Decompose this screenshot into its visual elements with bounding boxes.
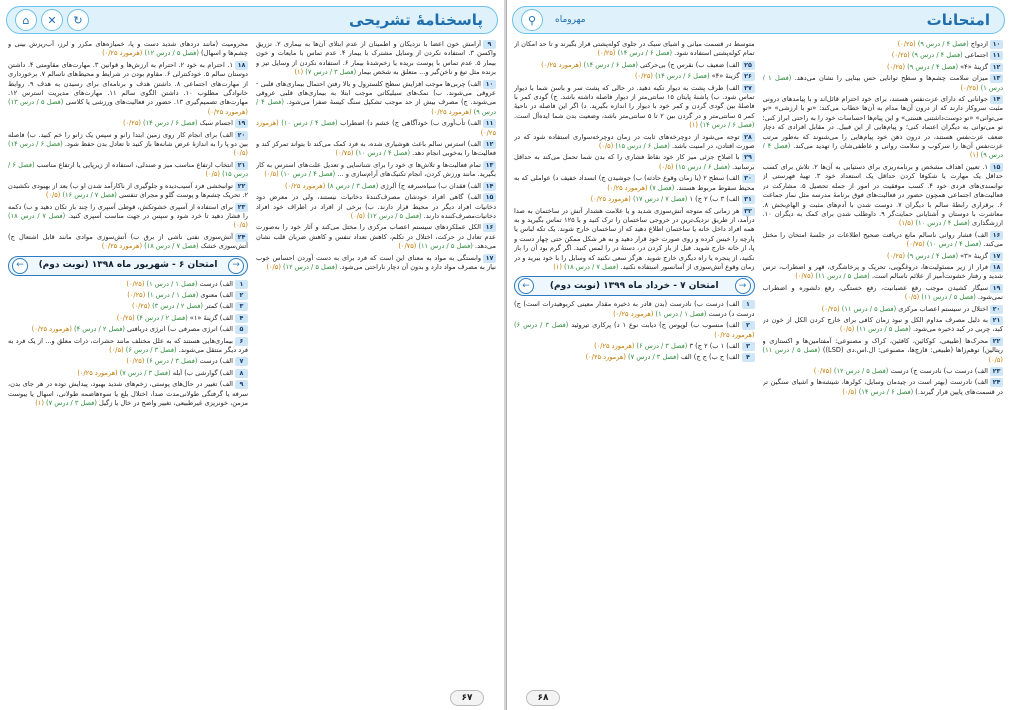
chapter-reference: (فصل ۳ / درس ۷) — [43, 399, 97, 407]
chapter-reference: (فصل ۶ / درس ۱۴) — [652, 72, 710, 81]
answer-text: وابستگی به مواد به معنای این است که فرد برای به دست آوردن احساس خوب نیاز به مصرف مواد دارد و بدون آن دچار ناراحتی می‌شود. — [256, 253, 496, 271]
answer-text: الف) چربی‌ها موجب افزایش سطح کلسترول و بالا رفتن احتمال بیماری‌های قلبی - عروقی می‌شوند. ب) نمک‌های سیلیکاتی موجب ابتلا به بیماری‌های قلبی عروقی می‌شوند. ج) مصرف بیش از حد موجب تشکیل سنگ کیسهٔ صفرا می‌شود. — [256, 79, 496, 107]
question-number: ۴ — [235, 314, 248, 323]
answer-text: الف) گوارشی ب) آبله — [170, 368, 233, 377]
answer-item — [763, 305, 1004, 314]
left-page-columns — [8, 40, 496, 686]
answer-item — [8, 233, 248, 252]
score-value: (۰/۲۵) — [891, 51, 910, 60]
answer-text: الف) درست — [197, 357, 233, 366]
question-number: ۱۹ — [235, 119, 248, 128]
question-number: ۱۶ — [483, 223, 496, 232]
chapter-reference: (فصل ۴ / درس ۹) — [762, 142, 1003, 160]
question-number: ۲۳ — [235, 203, 248, 212]
answer-item — [8, 161, 248, 180]
answer-text: الف) ۳ ب) ۲ ج) ۱ — [687, 195, 740, 204]
chapter-reference: (فصل ۳ / درس ۶) — [123, 345, 177, 354]
score-value: (۰/۷۵) — [795, 272, 814, 281]
score-value: (۰/۲۵) — [887, 251, 906, 260]
score-value: (۰/۵) — [233, 221, 248, 230]
answer-item — [514, 61, 755, 70]
score-value: (هرمورد ۰/۲۵) — [102, 49, 143, 58]
answer-text: بیماری‌هایی هستند که به علل مختلف مانند حشرات، ذرات معلق و... از یک فرد به فرد دیگر منتقل می‌شوند. — [8, 336, 248, 354]
answer-item — [8, 291, 248, 300]
answer-text: الف) ح ب) ج ج) الف — [678, 353, 740, 362]
left-page-title: پاسخنامهٔ تشریحی — [348, 11, 483, 29]
chapter-reference: (فصل ۴ / درس ۹) — [905, 62, 959, 71]
chapter-reference: (فصل ۱ / درس ۱) — [144, 279, 198, 288]
question-number: ۹ — [483, 40, 496, 49]
chapter-reference: (فصل ۴ / درس ۹) — [905, 251, 959, 260]
question-number: ۱۵ — [990, 163, 1003, 172]
arrow-right-icon: → — [735, 278, 751, 294]
chapter-reference: (فصل ۷ / درس ۱۸) — [561, 262, 619, 271]
answer-text: الف) ۱ ب) ۲ ج) ۳ — [687, 341, 740, 350]
answer-item — [763, 284, 1004, 303]
answer-item — [763, 337, 1004, 365]
answer-item — [8, 302, 248, 311]
answer-item — [8, 314, 248, 323]
score-value: (۰/۲۵) — [126, 357, 145, 366]
score-value: (۰/۲۵) — [897, 40, 916, 48]
answer-item — [514, 321, 755, 340]
chapter-reference: (فصل ۵ / درس ۱۱) — [416, 242, 473, 251]
chapter-reference: (فصل ۵ / درس ۱۲) — [280, 262, 338, 271]
answer-text: متوسط در قسمت میانی و اشیای سبک در جلوی کوله‌پشتی قرار بگیرند و تا حد امکان از تمام کوله‌پشتی استفاده شود. — [514, 40, 755, 58]
score-value: (۱) — [969, 151, 979, 160]
chapter-reference: (فصل ۶ / درس ۱۵) — [613, 142, 670, 151]
question-number: ۱۳ — [990, 74, 1003, 83]
answer-item — [256, 119, 496, 138]
answer-item — [763, 316, 1004, 335]
chapter-reference: (فصل ۶ / درس ۱۵) — [673, 162, 730, 171]
score-value: (هرمورد ۰/۲۵) — [77, 368, 118, 377]
question-number: ۱ — [742, 300, 755, 309]
answer-item — [763, 252, 1004, 261]
left-page-header — [6, 6, 498, 34]
answer-text: الف) درست ب) نادرست (بدن قادر به ذخیره مقدار معینی کربوهیدرات است) ج) درست د) درست — [514, 300, 755, 318]
score-value: (هرمورد ۰/۲۵) — [594, 341, 635, 350]
question-number: ۲۷ — [742, 84, 755, 93]
chapter-reference: (فصل ۶ / درس ۱۴) — [615, 49, 673, 58]
score-value: (۰/۵) — [658, 162, 674, 171]
left-page-number: ۶۷ — [450, 690, 484, 706]
score-value: (هرمورد ۰/۲۵) — [585, 353, 626, 362]
answer-text: ۱. تعیین اهداف مشخص و برنامه‌ریزی برای دستیابی به آن‌ها ۲. تلاش برای کسب حداقل یک مهارت یا شکوفا کردن حداقل یک استعداد خود ۳. تهیهٔ فهرستی از توانمندی‌های فردی خود ۴. کسب موفقیت در امور از جمله تحصیل ۵. مشارکت در فعالیت‌های اجتماعی همچون حضور در فعالیت‌های فوق برنامهٔ مدرسه مثل نماز جماعت ۶. برقراری رابطهٔ سالم با دیگران ۷. دوست شدن با آدم‌های مثبت و الهام‌بخش ۸. معاشرت با دوستان و آشنایانی حمایت‌گر ۹. داوطلب شدن برای کمک به دیگران ۱۰. ارزشگذاری — [762, 162, 1003, 228]
score-value: (۰/۵) — [839, 325, 855, 334]
score-value: (۰/۵) — [205, 170, 220, 179]
right-page-column-right — [763, 40, 1004, 686]
question-number: ۳ — [742, 342, 755, 351]
question-number: ۱ — [235, 280, 248, 289]
arrow-left-icon: ← — [518, 278, 534, 294]
question-number: ۱۸ — [235, 61, 248, 70]
score-value: (هرمورد ۰/۲۵) — [431, 107, 472, 116]
answer-item — [256, 40, 496, 78]
chapter-reference: (فصل ۳ / درس ۸) — [325, 181, 379, 190]
score-value: (هرمورد ۰/۲۵) — [285, 181, 326, 190]
chapter-reference: (فصل ۵ / درس ۱۱) — [854, 325, 911, 334]
score-value: (۰/۲۵) — [821, 304, 840, 313]
answer-text: الف) سطح ۲ (یا زمان وقوع حادثه) ب) جوشیدن ج) انسداد خفیف د) عواملی که به محیط سقوط مربوط هستند. — [514, 174, 755, 192]
chapter-reference: (فصل ۲ / درس ۳) — [149, 302, 203, 311]
question-number: ۱۷ — [990, 252, 1003, 261]
question-number: ۱۴ — [483, 182, 496, 191]
score-value: (۰/۲۵) — [634, 72, 653, 81]
score-value: (هرمورد ۰/۲۵) — [541, 60, 582, 69]
left-page — [0, 0, 504, 710]
answer-text: گزینهٔ «۳» — [958, 251, 988, 260]
answer-text: اجسام سبک — [197, 119, 233, 128]
answer-item — [8, 369, 248, 378]
chapter-reference: (فصل ۷ / درس ۱۸) — [142, 242, 199, 251]
score-value: (۰/۵) — [45, 191, 61, 200]
question-number: ۴ — [742, 353, 755, 362]
answer-item — [763, 367, 1004, 376]
exam-6-title: امتحان ۶ - شهریور ماه ۱۳۹۸ (نوبت دوم) — [38, 259, 218, 270]
score-value: (۰/۷۵) — [398, 242, 417, 251]
answer-item — [256, 193, 496, 221]
right-page-title: امتحانات — [926, 11, 990, 29]
search-icon[interactable]: ⚲ — [521, 9, 543, 31]
question-number: ۳۲ — [742, 207, 755, 216]
chapter-reference: (فصل ۵ / درس ۱۲) — [831, 367, 889, 375]
answer-text: محرومیت (مانند دردهای شدید دست و پا، خمیازه‌های مکرر و لرز، آب‌ریزش بینی و چشم‌ها و اسهال) — [8, 40, 248, 58]
chapter-reference: (فصل ۳ / درس ۶) — [144, 357, 198, 366]
question-number: ۱۲ — [483, 140, 496, 149]
question-number: ۳ — [235, 302, 248, 311]
question-number: ۲۴ — [235, 233, 248, 242]
score-value: (۰/۷۵) — [813, 367, 832, 375]
refresh-icon[interactable]: ↻ — [67, 9, 89, 31]
question-number: ۱۵ — [483, 193, 496, 202]
answer-item — [8, 61, 248, 117]
score-value: (۰/۵) — [266, 262, 281, 271]
answer-item — [514, 40, 755, 59]
answer-text: میزان سلامت چشم‌ها و سطح توانایی حس بینایی را نشان می‌دهد. — [791, 74, 988, 83]
question-number: ۱۶ — [990, 231, 1003, 240]
answer-item — [8, 182, 248, 201]
question-number: ۲۰ — [235, 131, 248, 140]
score-value: (۰/۵) — [904, 293, 920, 302]
score-value: (۱/۵) — [898, 219, 914, 228]
answer-text: الکل عملکردهای سیستم اعصاب مرکزی را مختل می‌کند و آثار خود را به‌صورت عدم تعادل در حرکت، اختلال در تکلم، کاهش تعداد تنفس و کاهش ضربان قلب نشان می‌دهد. — [256, 223, 496, 251]
answer-text: الف) کمتر — [202, 302, 233, 311]
question-number: ۲ — [742, 321, 755, 330]
answer-text: الف) تأب‌آوری ب) خودآگاهی ج) خشم د) اضطراب — [337, 119, 481, 128]
answer-item — [8, 203, 248, 231]
answer-text: توجه می‌شود از دوچرخه‌های ثابت در زمان دوچرخه‌سواری استفاده شود که در صورت افتادن، در امنیت باشد. — [514, 132, 755, 151]
answer-text: فرار از زیر مسئولیت‌ها، دروغگویی، تحریک و پرخاشگری، قهر و اضطراب، ترس شدید و رفتار خشونت‌آمیز از علائم ناسالم است. — [762, 262, 1003, 281]
question-number: ۹ — [235, 380, 248, 389]
answer-text: برای استفاده از آسپری خشوتکش، قوطی آسپری را چند بار تکان دهید و ب) دکمه را فشار دهید تا خرد شود و سپس در جهت مناسب آسپری کنید. — [8, 202, 248, 220]
header-buttons — [7, 9, 91, 31]
answer-item — [256, 182, 496, 191]
score-value: (هرمورد ۰/۲۵) — [714, 330, 755, 339]
chapter-reference: (فصل ۴ / درس ۱۰) — [353, 149, 411, 158]
score-value: (۱) — [35, 399, 44, 407]
score-value: (۰/۲۵) — [597, 49, 616, 58]
score-value: (۱) — [689, 121, 698, 130]
answer-text: سیگار کشیدن موجب رفع عصبانیت، رفع خستگی، رفع دلشوره و اضطراب نمی‌شود. — [762, 283, 1003, 302]
answer-item — [256, 223, 496, 251]
answer-item — [763, 263, 1004, 282]
answer-text: ازدواج — [968, 40, 988, 48]
score-value: (هرمورد ۰/۲۵) — [101, 242, 143, 251]
answer-item — [8, 280, 248, 289]
score-value: (۰/۲۵) — [116, 313, 135, 322]
answer-text: الف) استرس سالم باعث هوشیاری شده، به فرد کمک می‌کند تا بتواند تمرکز کند و فعالیت‌ها را به‌خوبی انجام دهد. — [256, 140, 496, 158]
score-value: (۰/۵) — [233, 149, 248, 158]
chapter-reference: (فصل ۳ / درس ۷) — [303, 68, 357, 77]
question-number: ۱۱ — [990, 51, 1003, 60]
answer-item — [8, 119, 248, 128]
question-number: ۲۳ — [990, 367, 1003, 376]
answer-item — [8, 337, 248, 356]
question-number: ۱۲ — [990, 63, 1003, 72]
answer-item — [514, 72, 755, 81]
question-number: ۲ — [235, 291, 248, 300]
answer-text: انتخاب ارتفاع مناسب میز و صندلی، استفاده از زیرپایی یا ارتفاع مناسب — [34, 160, 233, 169]
right-page-number: ۶۸ — [526, 690, 560, 706]
chapter-reference: (فصل ۴ / درس ۱۰) — [278, 170, 336, 179]
chapter-reference: (فصل ۶ / درس ۱۴) — [856, 387, 914, 396]
chapter-reference: (فصل ۵ / درس ۱۱) — [813, 272, 870, 281]
answer-item — [514, 153, 755, 172]
score-value: (هرمورد ۰/۲۵) — [590, 195, 631, 204]
score-value: (هرمورد ۰/۲۵) — [207, 107, 248, 116]
answer-text: الف) نادرست (بهتر است در چیدمان وسایل، کولرها، شیشه‌ها و اشیای سنگین تر در قسمت‌های پایین قرار گیرند.) — [762, 378, 1003, 396]
chapter-reference: (فصل ۴ / درس ۱۰) — [913, 219, 970, 228]
answer-text: با اصلاح جزئی میز کار خود نقاط فشاری را که بدن شما تحمل می‌کند به حداقل برسانید. — [514, 153, 755, 171]
answer-item — [256, 254, 496, 273]
answer-text: الف) گاهی افراد خودشان مصرف‌کنندهٔ دخانیات نیستند، ولی در معرض دود دخانیات افراد دیگر در محیط قرار دارند. ب) برخی از افراد در اطراف خود افراد دخانیات‌مصرف‌کننده دارند. — [256, 193, 496, 220]
answer-item — [8, 380, 248, 408]
score-value: (۰/۲۵) — [960, 83, 979, 92]
chapter-reference: (فصل ۶ / درس ۱۴) — [581, 60, 638, 69]
brand-label: مهروماه — [555, 15, 586, 25]
answer-item — [514, 207, 755, 273]
question-number: ۱۳ — [483, 161, 496, 170]
question-number: ۱۰ — [483, 80, 496, 89]
answer-text: جوانانی که دارای عزت‌نفس هستند، برای خود احترام قائل‌اند و با پیامدهای درونی مثبت سروکار دارند که از درون آن‌ها مدام به آن‌ها خطاب می‌کند: «تو با ارزشی» «تو می‌توانی» «تو دوست‌داشتنی هستی» و این پیام‌ها احساسات خود را به راحتی ابراز کنی؛ تو می‌توانی به دیگران اعتماد کنی؛ و پیام‌هایی از این قبیل. در مقابل افرادی که دچار ضعف عزت‌نفس هستند، در درون ذهن خود پیام‌هایی را می‌شنوند که به‌طور مرتب عزت‌نفس آن‌ها را سرکوب و سلامت روانی و عاطفی‌شان را تهدید می‌کند. — [762, 95, 1003, 151]
chapter-reference: (فصل ۱ / درس ۱) — [653, 309, 707, 318]
answer-text: به دلیل مصرف مداوم الکل و نبود زمان کافی برای خارج کردن الکل از خون در کبد، چربی در کبد ذخیره می‌شود. — [762, 315, 1003, 334]
chapter-reference: (فصل ۲ / درس ۴) — [71, 325, 125, 334]
score-value: (۰/۲۵) — [122, 119, 141, 128]
left-page-column-right — [256, 40, 496, 686]
chapter-reference: (فصل ۷ / درس ۱۶) — [60, 191, 117, 200]
chapter-reference: (فصل ۱ / درس ۱) — [145, 290, 199, 299]
score-value: (۰/۲۵) — [126, 279, 145, 288]
chapter-reference: (فصل ۵ / درس ۱۱) — [919, 293, 976, 302]
chapter-reference: (فصل ۴ / درس ۹) — [915, 40, 969, 48]
chapter-reference: (فصل ۳ / درس ۶) — [514, 321, 569, 330]
chapter-reference: (فصل ۴ / درس ۹) — [909, 51, 963, 60]
answer-text: الف) ضعیف ب) نقرس ج) بی‌حرکتی — [637, 60, 740, 69]
question-number: ۱۸ — [990, 263, 1003, 272]
answer-item — [8, 325, 248, 334]
question-number: ۲۴ — [990, 378, 1003, 387]
question-number: ۱۹ — [990, 284, 1003, 293]
question-number: ۲۹ — [742, 153, 755, 162]
score-value: (هرمورد ۰/۲۵) — [256, 119, 496, 137]
question-number: ۳۰ — [742, 174, 755, 183]
question-number: ۲۲ — [990, 337, 1003, 346]
answer-text: اختلال در سیستم اعصاب مرکزی — [896, 304, 988, 313]
answer-text: ۱. احترام به خود ۲. احترام به ارزش‌ها و قوانین ۳. مهارت‌های مقاومتی ۴. داشتن دوستان سالم ۵. خودکنترلی ۶. مقاوم بودن در شرایط و محیط‌های ناسالم ۷. برخورداری از مهارت‌های اجتماعی ۸. داشتن هدف و برنامه‌ای برای رسیدن به هدف ۹. روابط خانوادگی مطلوب ۱۰. داشتن الگوی سالم ۱۱. مهارت‌های مدیریت استرس ۱۲. مهارت‌های تصمیم‌گیری ۱۳. حضور در فعالیت‌های ورزشی یا کلاسی — [8, 60, 248, 107]
answer-text: الف) معنوی — [198, 290, 233, 299]
chapter-reference: (فصل ۱ / درس ۱) — [762, 74, 1003, 92]
chapter-reference: (فصل ۶ / درس ۱۵) — [8, 160, 248, 179]
answer-text: گزینهٔ «۴» — [709, 72, 740, 81]
score-value: (۰/۷۵) — [906, 240, 925, 249]
question-number: ۲۶ — [742, 72, 755, 81]
question-number: ۱۴ — [990, 95, 1003, 104]
close-icon[interactable]: ✕ — [41, 9, 63, 31]
header-search-group — [513, 9, 545, 31]
answer-text: گزینهٔ «۴» — [958, 62, 988, 71]
answer-item — [763, 40, 1004, 49]
right-page-columns — [514, 40, 1003, 686]
score-value: (۰/۵) — [842, 387, 857, 396]
question-number: ۲۰ — [990, 305, 1003, 314]
question-number: ۵ — [235, 325, 248, 334]
answer-text: الف) درست ب) نادرست ج) درست — [888, 367, 988, 375]
answer-item — [514, 133, 755, 152]
answer-text: هر زمانی که متوجه آتش‌سوزی شدید و یا علامت هشدار آتش در ساختمان به صدا درآمد، از طریق نزدیک‌ترین در خروجی ساختمان را ترک کنید و با ۱۲۵ تماس بگیرید و به همه افراد داخل خانه یا ساختمان اطلاع دهید که از ساختمان خارج شوند. یک تکه لباس یا پارچه را خیس کرده و روی صورت خود قرار دهید و به هر شکل ممکن حتی چهار دست و پا، از خانه خارج شوید. قبل از باز کردن در، دستهٔ در را لمس کنید. اگر گرم بود آن را باز نکنید، از پنجره یا راه دیگری خارج شوید. هرگز سعی نکنید که وسایل را با خود ببرید و در زمان وقوع آتش‌سوزی از آسانسور استفاده نکنید. — [514, 206, 755, 271]
answer-item — [763, 74, 1004, 93]
chapter-reference: (فصل ۷) — [647, 183, 675, 192]
answer-text: آرامش خون اعضا با نزدیکان و اطمینان از عدم ابتلای آن‌ها به بیماری ۲. تزریق واکسن ۳. استفاده نکردن از وسایل مشترک با بیمار ۴. عدم تماس با مایعات و خون بیمار ۵. عدم تماس با پوست بریده یا زخم‌شدهٔ بیمار ۶. استفاده نکردن از وسایل تیز و برنده مثل تیغ و ناخن‌گیر و... متعلق به شخص بیمار — [256, 40, 496, 77]
answer-text: الف) طرف پشت به دیوار تکیه دهید. در حالی که پشت سر و باسن شما با دیوار تماس شود. ب) پاشنهٔ پایتان ۱۵ سانتی‌متر از دیوار فاصله داشته باشد. ج) گودی کمر با فاصلهٔ بین گودی گردن و کمر خود با دیوار را اندازه بگیرید. د) اگر این فاصله در ناحیهٔ کمر ۵ سانتی‌متر و در گردن بین ۲ تا ۵ سانتی‌متر باشد، وضعیت بدن شما ایده‌آل است. — [514, 83, 755, 120]
chapter-reference: (فصل ۴ / درس ۱۰) — [278, 119, 338, 128]
answer-text: الف) فشار روانی ناسالم مانع دریافت صحیح اطلاعات در جلسهٔ امتحان را مختل می‌کند. — [762, 230, 1003, 249]
answer-item — [763, 95, 1004, 161]
arrow-right-icon: → — [228, 258, 244, 274]
chapter-reference: (فصل ۵ / درس ۱۱) — [839, 304, 897, 313]
right-page — [506, 0, 1011, 710]
answer-item — [763, 231, 1004, 250]
score-value: (۰/۵) — [264, 170, 279, 179]
answer-item — [514, 353, 755, 362]
answer-text: الف) گزینهٔ «۱» — [187, 313, 233, 322]
score-value: (هرمورد ۰/۲۵) — [607, 183, 648, 192]
answer-item — [514, 195, 755, 204]
answer-text: اجتماعی — [962, 51, 988, 60]
question-number: ۳۱ — [742, 195, 755, 204]
question-number: ۲۸ — [742, 133, 755, 142]
answer-text: الف) تغییر در حال‌های پوستی، زخم‌های شدید بهبود، پیدایش توده در هر جای بدن، سرفه یا گرفتگی طولانی‌مدت صدا، اختلال بلع یا سوءهاضمه طولانی، اسهال یا یبوست مزمن، خونریزی غیرطبیعی، تغییر واضح در خال یا زگیل — [8, 380, 248, 407]
chapter-reference: (فصل ۲ / درس ۴) — [134, 313, 188, 322]
chapter-reference: (فصل ۴ / درس ۱۰) — [924, 240, 982, 249]
question-number: ۲۱ — [990, 316, 1003, 325]
chapter-reference: (فصل ۳ / درس ۶) — [634, 341, 688, 350]
answer-text: الف) منسوب ب) لوپوس ج) دیابت نوع ۱ د) پرکاری تیروئید — [568, 321, 740, 330]
answer-item — [256, 80, 496, 118]
chapter-reference: (فصل ۳ / درس ۷) — [117, 368, 171, 377]
answer-text: الف) برای انجام کار روی زمین ابتدا زانو و سپس یک زانو را خم کنید. ب) فاصله بین دو پا را به اندازهٔ عرض شانه‌ها باز کنید تا تعادل بدن حفظ شود. — [8, 130, 248, 149]
score-value: (۰/۵) — [350, 211, 366, 220]
question-number: ۱۷ — [483, 254, 496, 263]
chapter-reference: (فصل ۶ / درس ۱۴) — [697, 121, 755, 130]
chapter-reference: (فصل ۵ / درس ۱۳) — [8, 98, 64, 107]
home-icon[interactable]: ⌂ — [15, 9, 37, 31]
question-number: ۲۲ — [235, 182, 248, 191]
answer-item — [514, 174, 755, 193]
answer-item — [763, 378, 1004, 397]
question-number: ۷ — [235, 357, 248, 366]
answer-item — [514, 342, 755, 351]
answer-item — [8, 357, 248, 366]
chapter-reference: (فصل ۷ / درس ۱۷) — [630, 195, 688, 204]
score-value: (هرمورد ۰/۲۵) — [31, 325, 72, 334]
score-value: (۰/۲۵) — [887, 62, 906, 71]
score-value: (۰/۵) — [988, 355, 1003, 364]
chapter-reference: (فصل ۵ / درس ۱۲) — [142, 49, 199, 58]
score-value: (۰/۵) — [109, 345, 124, 354]
arrow-left-icon: ← — [12, 258, 28, 274]
answer-text: الف) انرژی مصرفی ب) انرژی دریافتی — [124, 325, 233, 334]
answer-text: محرک‌ها (طبیعی، کوکائین، کافئین، کراک و مصنوعی: آمفتامین‌ها و اکستازی و ریتالین) توهم‌زاها (طبیعی: قارچ‌ها، مصنوعی: ال.اس.دی (LSD)) — [762, 336, 1003, 355]
right-page-header — [512, 6, 1005, 34]
question-number: ۲۱ — [235, 161, 248, 170]
left-page-column-left — [8, 40, 248, 686]
score-value: (۰/۲۵) — [131, 302, 150, 311]
answer-item — [514, 300, 755, 319]
chapter-reference: (فصل ۶ / درس ۱۴) — [140, 119, 198, 128]
score-value: (هرمورد ۰/۲۵) — [613, 309, 654, 318]
answer-item — [256, 140, 496, 159]
chapter-reference: (فصل ۵ / درس ۱۱) — [762, 346, 821, 355]
answer-text: الف) فقدان ب) سیاه‌سرفه ج) آلرژی — [378, 181, 481, 190]
answer-text: توانبخشی فرد آسیب‌دیده و جلوگیری از ناکارآمد شدن او ب) بعد از بهبودی نکشیدن ۲. تحریک چشم‌ها و پوست گلو و مجرای تنفسی — [8, 181, 248, 200]
chapter-reference: (فصل ۶ / درس ۱۴) — [8, 140, 63, 149]
answer-text: آتش‌سوزی نفتی ناشی از برق ب) آتش‌سوزی موادی مانند قابل اشتعال ج) آتش‌سوزی خشک — [8, 232, 248, 251]
answer-item — [763, 51, 1004, 60]
exam-7-title: امتحان ۷ - خرداد ماه ۱۳۹۹ (نوبت دوم) — [549, 280, 719, 291]
question-number: ۱۱ — [483, 119, 496, 128]
question-number: ۲۵ — [742, 61, 755, 70]
chapter-reference: (فصل ۴ / درس ۹) — [256, 98, 496, 116]
question-number: ۸ — [235, 369, 248, 378]
answer-item — [763, 163, 1004, 229]
answer-text: الف) درست — [197, 279, 233, 288]
score-value: (۱) — [294, 68, 304, 77]
score-value: (۰/۵) — [598, 142, 614, 151]
chapter-reference: (فصل ۷ / درس ۱۸) — [8, 211, 66, 220]
chapter-reference: (فصل ۳ / درس ۷) — [625, 353, 679, 362]
chapter-reference: (فصل ۵ / درس ۱۲) — [365, 211, 422, 220]
question-number: ۶ — [235, 337, 248, 346]
answer-item — [8, 40, 248, 59]
exam-6-header — [8, 256, 248, 276]
question-number: ۱۰ — [990, 40, 1003, 49]
answer-item — [763, 63, 1004, 72]
answer-text: تمام فعالیت‌ها و تلاش‌ها ی خود را برای شناسایی و تعدیل علت‌های استرس به کار بگیرید. مانند ورزش کردن، انجام تکنیک‌های آرام‌سازی و ... — [256, 160, 496, 179]
score-value: (۰/۷۵) — [335, 149, 354, 158]
right-page-column-left — [514, 40, 755, 686]
exam-7-header — [514, 276, 755, 296]
answer-item — [8, 131, 248, 159]
answer-item — [256, 161, 496, 180]
score-value: (۰/۲۵) — [127, 290, 146, 299]
answer-item — [514, 84, 755, 131]
score-value: (۱) — [553, 262, 562, 271]
